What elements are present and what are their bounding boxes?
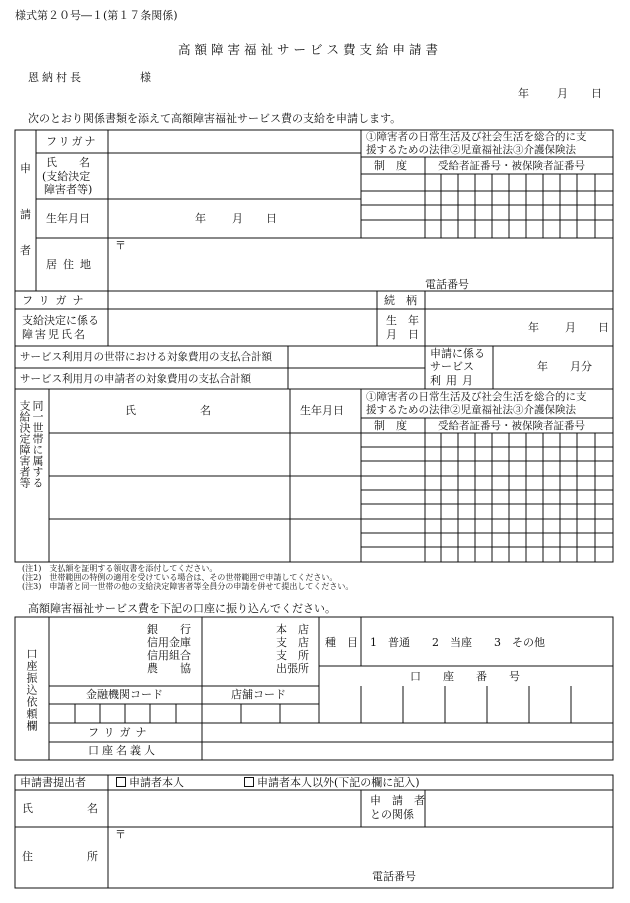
applicant-address-label: 居住地 xyxy=(46,258,97,271)
bank-side-label: 口座振込依頼欄 xyxy=(25,648,38,732)
applicant-law-text1: ①障害者の日常生活及び社会生活を総合的に支 xyxy=(366,131,587,143)
bank-holder-label: 口座名義人 xyxy=(88,744,158,757)
submitter-self-text: 申請者本人 xyxy=(129,776,184,789)
applicant-char-2: 請 xyxy=(20,208,31,221)
payment-month-label3: 利用月 xyxy=(430,374,478,387)
payment-applicant-label: サービス利用月の申請者の対象費用の支払合計額 xyxy=(20,373,251,385)
household-birth-label: 生年月日 xyxy=(300,404,344,417)
bank-account-label: 口 座 番 号 xyxy=(410,670,520,683)
applicant-cert-label: 受給者証番号・被保険者証番号 xyxy=(438,160,585,172)
form-number: 様式第２０号―１(第１７条関係) xyxy=(15,9,178,22)
submitter-label: 申請書提出者 xyxy=(20,776,86,789)
child-birth-label1: 生 年 xyxy=(386,314,419,327)
date-month: 月 xyxy=(557,87,568,100)
intro-text: 次のとおり関係書類を添えて高額障害福祉サービス費の支給を申請します。 xyxy=(28,112,402,125)
child-birth-month: 月 xyxy=(565,321,576,334)
applicant-name-sub1: (支給決定 xyxy=(42,170,91,183)
applicant-name-sub2: 障害者等) xyxy=(44,183,93,196)
submitter-self-checkbox[interactable] xyxy=(116,777,126,787)
household-law-text2: 援するための法律②児童福祉法③介護保険法 xyxy=(366,404,576,416)
applicant-phone-label: 電話番号 xyxy=(425,278,469,291)
note-2: (注2) 世帯範囲の特例の適用を受けている場合は、その世帯範囲で申請してください。 xyxy=(22,573,338,582)
bank-intro: 高額障害福祉サービス費を下記の口座に振り込んでください。 xyxy=(28,602,336,615)
applicant-birth-label: 生年月日 xyxy=(46,212,90,225)
household-name-label: 氏 名 xyxy=(125,404,215,417)
bank-branch-type-2: 支 店 xyxy=(276,636,309,649)
child-birth-label2: 月 日 xyxy=(386,328,419,341)
submitter-option-self[interactable] xyxy=(116,777,184,789)
payment-month-label1: 申請に係る xyxy=(430,347,485,360)
child-furigana-label: フリガナ xyxy=(22,294,90,307)
note-1: (注1) 支払額を証明する領収書を添付してください。 xyxy=(22,564,218,573)
child-birth-year: 年 xyxy=(528,321,539,334)
child-relation-label: 続 柄 xyxy=(384,294,417,307)
applicant-law-text2: 援するための法律②児童福祉法③介護保険法 xyxy=(366,144,576,156)
payment-month-label2: サービス xyxy=(430,360,474,373)
child-birth-day: 日 xyxy=(598,321,609,334)
household-side-col1: 同一世帯に属する xyxy=(31,400,44,488)
bank-inst-type-4: 農 協 xyxy=(147,662,191,675)
applicant-char-1: 申 xyxy=(20,162,31,175)
bank-code-label: 金融機関コード xyxy=(86,688,163,701)
applicant-postal-mark: 〒 xyxy=(115,239,126,252)
submitter-relation-label2: との関係 xyxy=(370,808,414,821)
submitter-relation-label1: 申 請 者 xyxy=(370,794,425,807)
bank-furigana-label: フリガナ xyxy=(88,726,152,739)
child-name-label1: 支給決定に係る xyxy=(22,314,99,327)
household-cert-label: 受給者証番号・被保険者証番号 xyxy=(438,420,585,432)
submitter-address-label: 住 所 xyxy=(22,850,100,863)
household-law-text1: ①障害者の日常生活及び社会生活を総合的に支 xyxy=(366,391,587,403)
bank-inst-type-3: 信用組合 xyxy=(147,649,191,662)
applicant-char-3: 者 xyxy=(20,244,31,257)
bank-branch-type-1: 本 店 xyxy=(276,623,309,636)
applicant-furigana-label: フリガナ xyxy=(46,135,98,148)
date-year: 年 xyxy=(518,87,529,100)
note-3: (注3) 申請者と同一世帯の他の支給決定障害者等全員分の申請を併せて提出してください。 xyxy=(22,582,354,591)
submitter-option-other[interactable] xyxy=(244,777,420,789)
date-day: 日 xyxy=(591,87,602,100)
form-title: 高額障害福祉サービス費支給申請書 xyxy=(178,42,443,57)
bank-inst-type-2: 信用金庫 xyxy=(147,636,191,649)
applicant-birth-month: 月 xyxy=(232,212,243,225)
submitter-postal-mark: 〒 xyxy=(115,828,126,841)
submitter-other-text: 申請者本人以外(下記の欄に記入) xyxy=(257,776,420,789)
payment-household-label: サービス利用月の世帯における対象費用の支払合計額 xyxy=(20,351,272,363)
applicant-birth-day: 日 xyxy=(266,212,277,225)
applicant-system-label: 制 度 xyxy=(374,159,407,172)
branch-code-label: 店舗コード xyxy=(231,688,286,701)
household-side-col2: 支給決定障害者等 xyxy=(18,400,31,488)
applicant-birth-year: 年 xyxy=(195,212,206,225)
household-system-label: 制 度 xyxy=(374,419,407,432)
submitter-phone-label: 電話番号 xyxy=(372,870,416,883)
bank-inst-type-1: 銀 行 xyxy=(147,623,191,636)
submitter-name-label: 氏 名 xyxy=(22,802,100,815)
bank-branch-type-3: 支 所 xyxy=(276,649,309,662)
child-name-label2: 障害児氏名 xyxy=(22,328,87,341)
bank-branch-type-4: 出張所 xyxy=(276,662,309,675)
payment-month-value: 年 月分 xyxy=(537,360,592,373)
submitter-other-checkbox[interactable] xyxy=(244,777,254,787)
addressee: 恩納村長 様 xyxy=(28,71,154,84)
bank-kind-label: 種 目 xyxy=(325,636,358,649)
bank-kind-options: 1 普通 2 当座 3 その他 xyxy=(370,636,545,649)
applicant-name-label: 氏 名 xyxy=(46,156,90,169)
